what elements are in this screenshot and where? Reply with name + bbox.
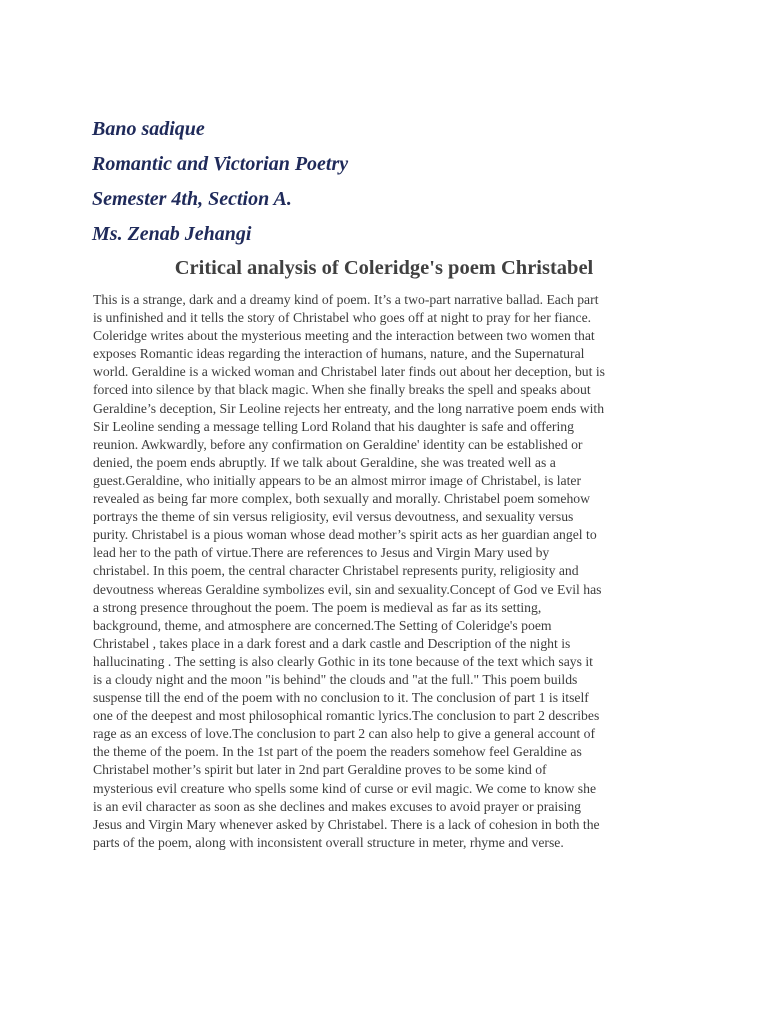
body-line: lead her to the path of virtue.There are references to Jesus and Virgin Mary used by	[93, 545, 550, 561]
body-line: is unfinished and it tells the story of Christabel who goes off at night to pray for her fiance.	[93, 310, 592, 326]
body-line: Christabel mother’s spirit but later in 2nd part Geraldine proves to be some kind of	[93, 762, 547, 778]
body-line: exposes Romantic ideas regarding the interaction of humans, nature, and the Supernatural	[93, 346, 585, 362]
document-header	[92, 112, 692, 252]
body-line: denied, the poem ends abruptly. If we talk about Geraldine, she was treated well as a	[93, 454, 556, 470]
body-line: one of the deepest and most philosophical romantic lyrics.The conclusion to part 2 describes	[93, 708, 600, 724]
body-line: christabel. In this poem, the central character Christabel represents purity, religiosity and	[93, 563, 579, 579]
body-line: This is a strange, dark and a dreamy kind of poem. It’s a two-part narrative ballad. Each part	[93, 292, 599, 307]
instructor-name: Ms. Zenab Jehangi	[92, 223, 252, 245]
body-line: devoutness whereas Geraldine symbolizes evil, sin and sexuality.Concept of God ve Evil has	[93, 581, 602, 597]
body-line: forced into silence by that black magic. When she finally breaks the spell and speaks about	[93, 382, 591, 398]
body-line: hallucinating . The setting is also clearly Gothic in its tone because of the text which says it	[93, 653, 593, 669]
body-paragraph	[93, 291, 683, 852]
body-line: Sir Leoline sending a message telling Lord Roland that his daughter is safe and offering	[93, 418, 574, 434]
body-line: Coleridge writes about the mysterious meeting and the interaction between two women that	[93, 328, 595, 344]
body-line: suspense till the end of the poem with no conclusion to it. The conclusion of part 1 is itself	[93, 690, 589, 706]
body-line: reunion. Awkwardly, before any confirmation on Geraldine' identity can be established or	[93, 436, 583, 452]
body-line: mysterious evil creature who spells some kind of curse or evil magic. We come to know she	[93, 780, 597, 796]
body-line: revealed as being far more complex, both sexually and morally. Christabel poem somehow	[93, 491, 591, 507]
body-line: world. Geraldine is a wicked woman and Christabel later finds out about her deception, but is	[93, 364, 606, 380]
body-line: rage as an excess of love.The conclusion to part 2 can also help to give a general account of	[93, 726, 596, 742]
author-name: Bano sadique	[92, 118, 205, 140]
body-line: Christabel , takes place in a dark forest and a dark castle and Description of the night is	[93, 635, 571, 651]
body-line: background, theme, and atmosphere are concerned.The Setting of Coleridge's poem	[93, 617, 552, 633]
body-line: Jesus and Virgin Mary whenever asked by Christabel. There is a lack of cohesion in both the	[93, 816, 600, 832]
semester-section: Semester 4th, Section A.	[92, 188, 292, 210]
body-line: parts of the poem, along with inconsistent overall structure in meter, rhyme and verse.	[93, 834, 564, 850]
body-line: the theme of the poem. In the 1st part of the poem the readers somehow feel Geraldine as	[93, 744, 582, 760]
course-name: Romantic and Victorian Poetry	[92, 153, 349, 175]
document-title: Critical analysis of Coleridge's poem Christabel	[174, 257, 594, 279]
body-line: purity. Christabel is a pious woman whose dead mother’s spirit acts as her guardian angel to	[93, 527, 597, 543]
body-line: portrays the theme of sin versus religiosity, evil versus devoutness, and sexuality versus	[93, 509, 574, 525]
body-line: is a cloudy night and the moon "is behind" the clouds and "at the full." This poem builds	[93, 671, 578, 687]
body-line: Geraldine’s deception, Sir Leoline rejects her entreaty, and the long narrative poem ends with	[93, 400, 605, 416]
body-line: guest.Geraldine, who initially appears to be an almost mirror image of Christabel, is later	[93, 472, 582, 488]
body-line: a strong presence throughout the poem. The poem is medieval as far as its setting,	[93, 599, 542, 615]
body-line: is an evil character as soon as she declines and makes excuses to avoid prayer or praising	[93, 798, 582, 814]
